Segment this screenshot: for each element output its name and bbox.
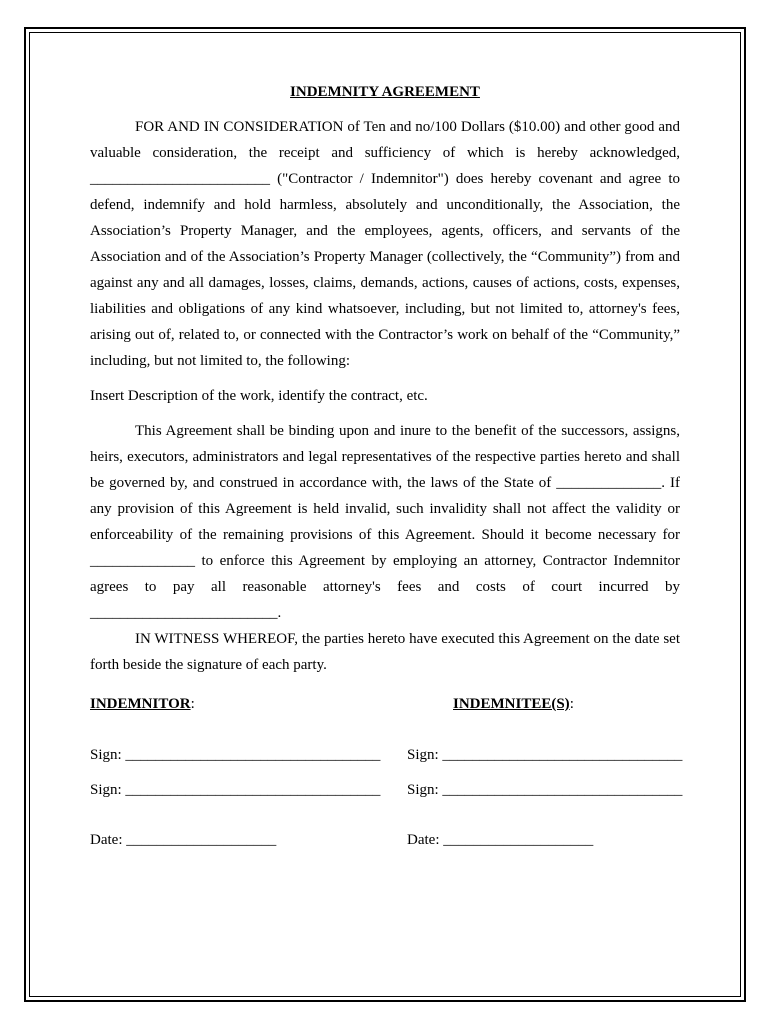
indemnitor-date-line[interactable]: Date: ____________________ [90, 832, 277, 848]
indemnitee-heading-colon: : [569, 696, 574, 712]
indemnitor-sign-line-2[interactable]: Sign: __________________________________ [90, 782, 381, 798]
party-headings [90, 696, 680, 720]
indemnitor-heading-text: INDEMNITOR [90, 696, 191, 712]
date-row [90, 832, 680, 856]
indemnitee-sign-line-1[interactable]: Sign: ________________________________ [407, 747, 683, 763]
document-title: INDEMNITY AGREEMENT [290, 84, 480, 100]
signature-row-2 [90, 782, 683, 806]
indemnitee-sign-line-2[interactable]: Sign: ________________________________ [407, 782, 683, 798]
indemnitee-date-line[interactable]: Date: ____________________ [407, 832, 594, 848]
consideration-paragraph: FOR AND IN CONSIDERATION of Ten and no/100 Dollars ($10.00) and other good and valuable consideration, the receipt and sufficiency of which is hereby acknowledged, ________________________ ("Contractor / Indemnitor") does hereby covenant and agree to defend, indemnify and hold harmless, absolutely and unconditionally, the Association, the Association’s Property Manager, and the employees, agents, officers, and servants of the Association and of the Association’s Property Manager (collectively, the “Community”) from and against any and all damages, losses, claims, demands, actions, causes of actions, costs, expenses, liabilities and obligations of any kind whatsoever, including, but not limited to, attorney's fees, arising out of, related to, or connected with the Contractor’s work on behalf of the “Community,” including, but not limited to, the following: [90, 119, 680, 369]
document-body [90, 79, 683, 856]
indemnitee-heading-text: INDEMNITEE(S) [453, 696, 570, 712]
binding-agreement-paragraph: This Agreement shall be binding upon and inure to the benefit of the successors, assigns, heirs, executors, administrators and legal representatives of the respective parties hereto and shall be governed by, and construed in accordance with, the laws of the State of ______________. If any provision of this Agreement is held invalid, such invalidity shall not affect the validity or enforceability of the remaining provisions of this Agreement. Should it become necessary for ______________ to enforce this Agreement by employing an attorney, Contractor Indemnitor agrees to pay all reasonable attorney's fees and costs of court incurred by _________________________. [90, 423, 680, 621]
indemnitor-sign-line-1[interactable]: Sign: __________________________________ [90, 747, 381, 763]
indemnitor-heading [90, 696, 195, 713]
witness-paragraph: IN WITNESS WHEREOF, the parties hereto have executed this Agreement on the date set forth beside the signature of each party. [90, 631, 680, 673]
signature-row-1 [90, 747, 683, 771]
indemnitor-heading-colon: : [190, 696, 195, 712]
indemnitee-heading [453, 696, 574, 713]
work-description-paragraph: Insert Description of the work, identify the contract, etc. [90, 388, 428, 404]
